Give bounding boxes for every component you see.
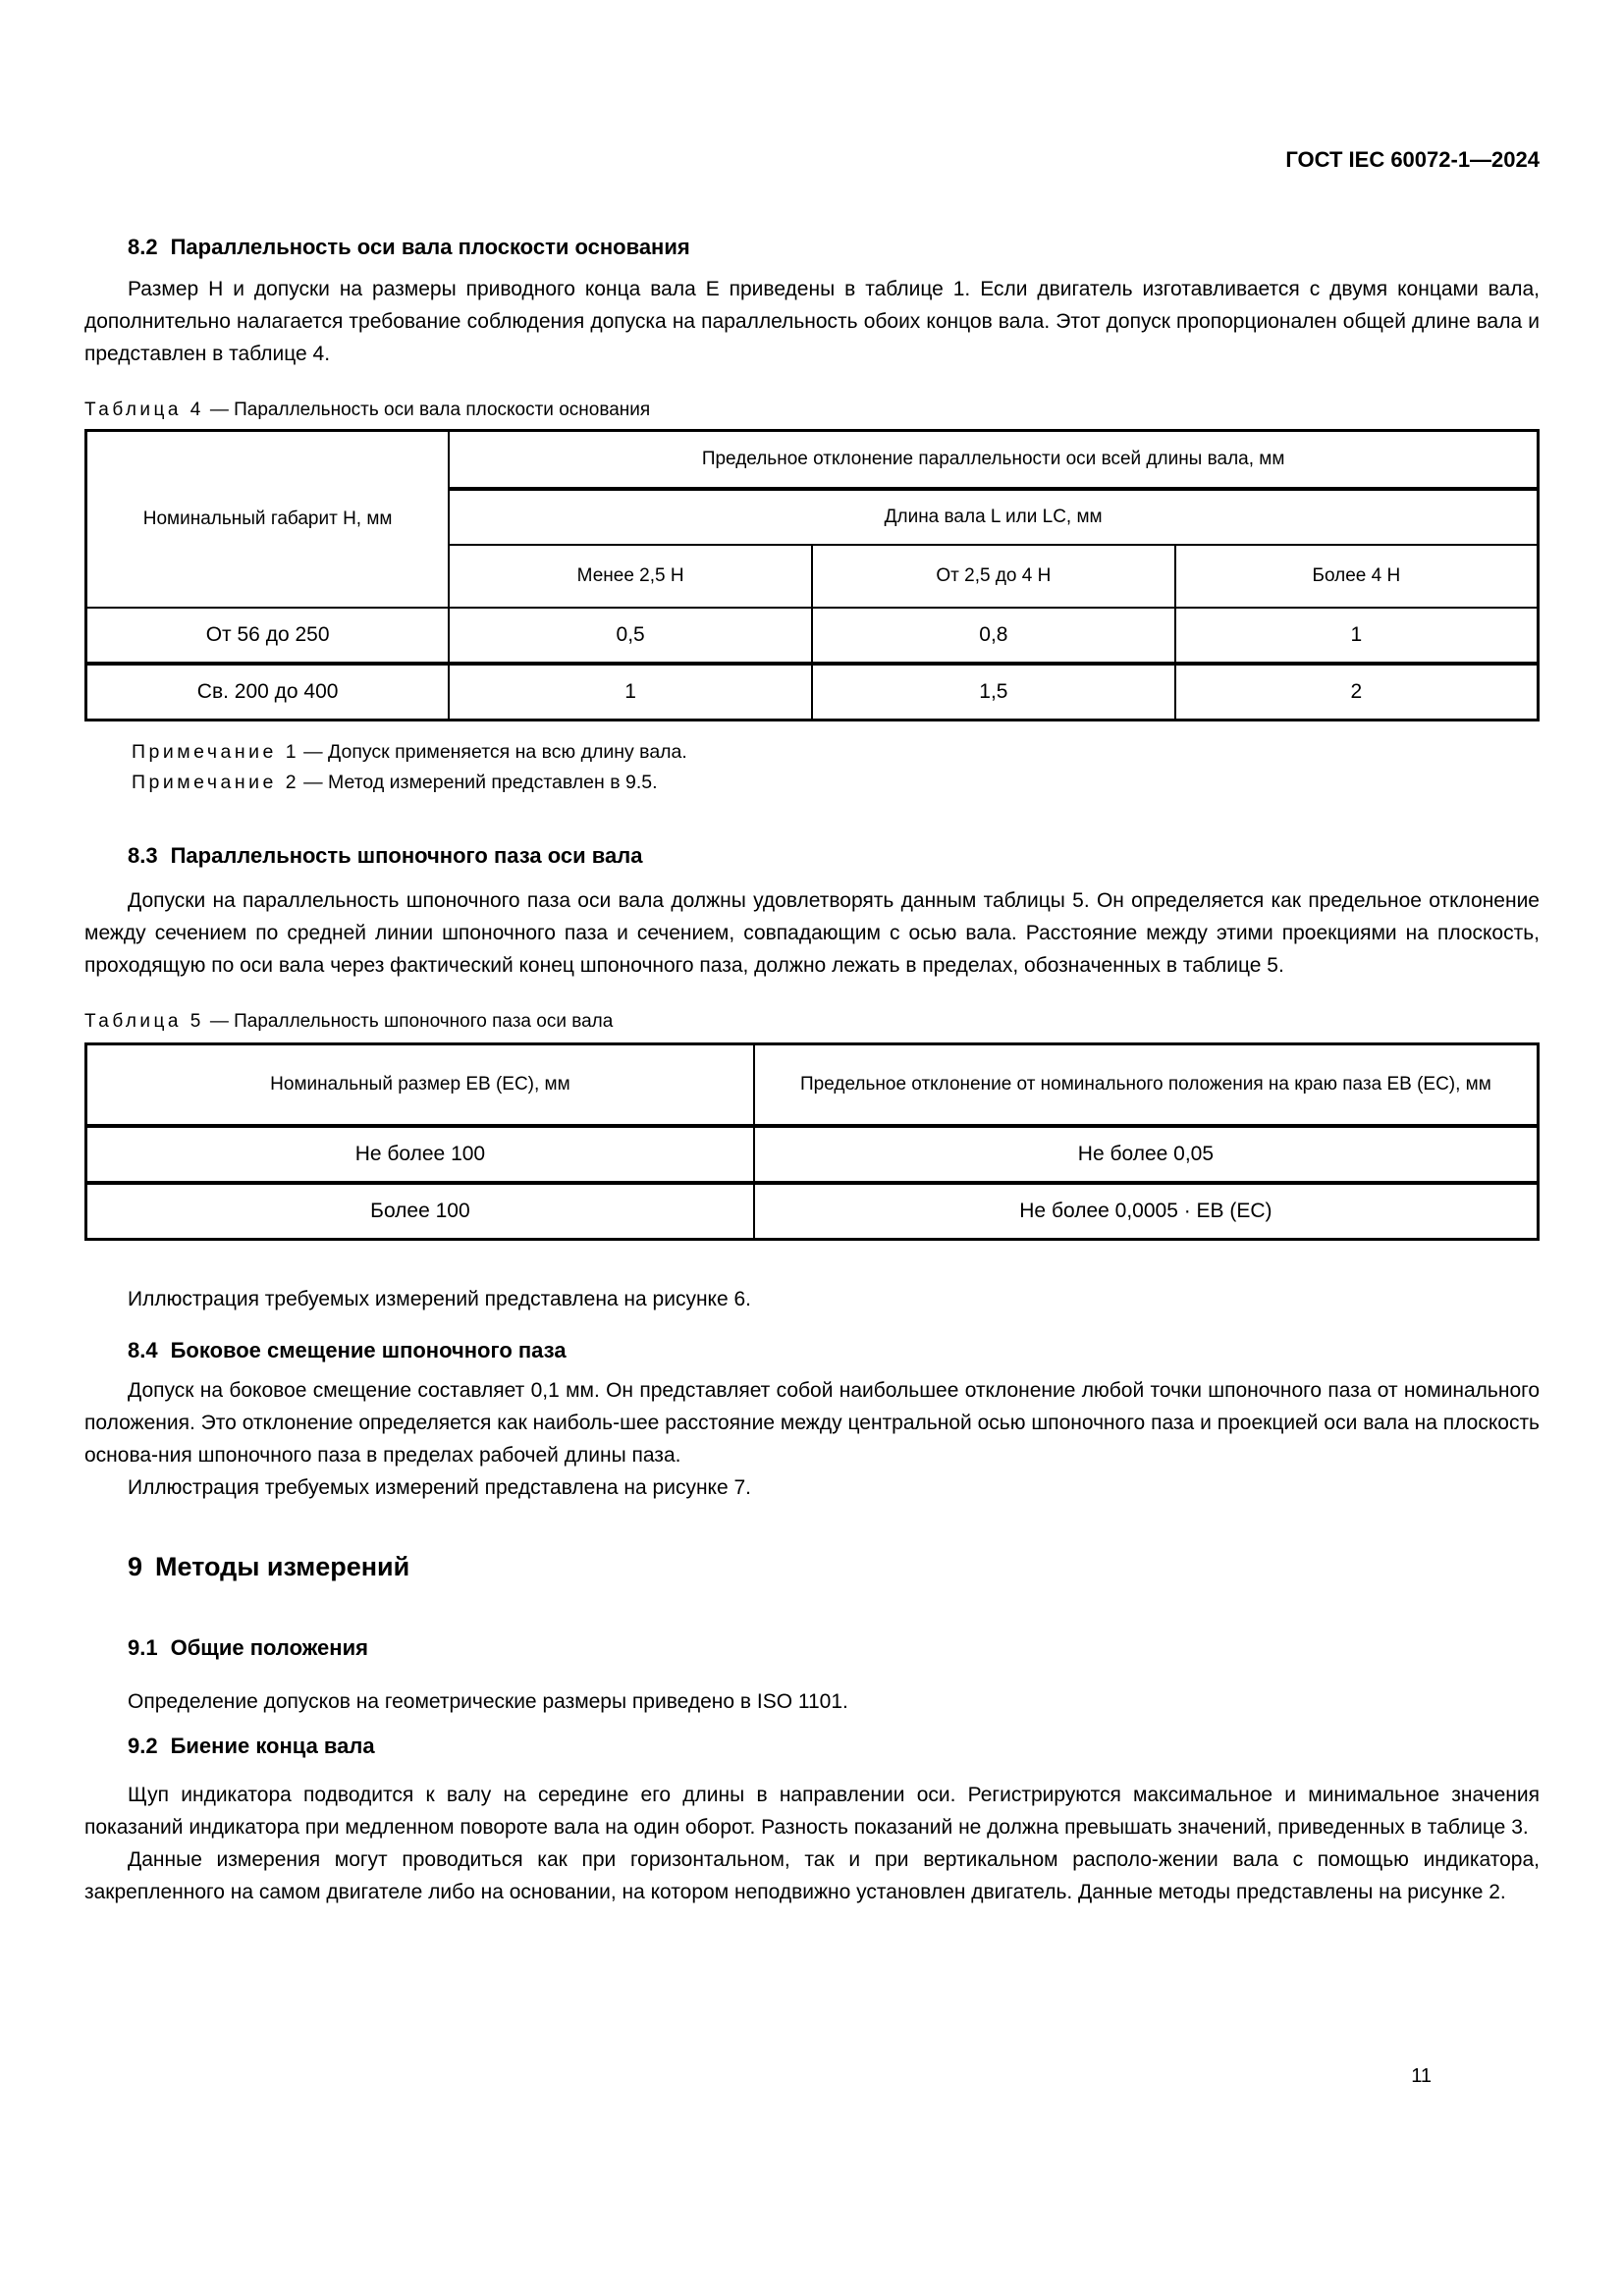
section-title: Общие положения [170,1635,368,1660]
table-row [86,608,1539,664]
section-9-2-heading [128,1733,1540,1760]
section-9-2-paragraph-2: Данные измерения могут проводиться как при горизонтальном, так и при вертикальном располо-жении вала с помощью индикатора, закрепленного на самом двигателе либо на основании, на котором неподвижно установлен двигатель. Данные методы представлены на рисунке 2. [84,1848,1540,1903]
note-line [84,768,1540,798]
section-title: Боковое смещение шпоночного паза [170,1338,567,1362]
table-4-span-header: Предельное отклонение параллельности оси всей длины вала, мм [449,431,1538,490]
table-cell: 1 [1175,608,1539,664]
page-number: 11 [1411,2065,1432,2087]
table-cell: Св. 200 до 400 [86,664,450,721]
section-number: 8.2 [128,235,158,259]
section-number: 9 [128,1552,143,1581]
table-row [86,431,1539,490]
section-title: Параллельность оси вала плоскости основания [170,235,690,259]
table-4-sub-header: От 2,5 до 4 Н [812,545,1175,608]
section-9-1-heading [128,1634,1540,1662]
section-number: 9.2 [128,1734,158,1758]
note-label: Примечание 2 [132,772,300,793]
section-number: 8.4 [128,1338,158,1362]
section-number: 8.3 [128,843,158,868]
table-cell: Более 100 [86,1183,754,1240]
section-9-2-paragraph: Щуп индикатора подводится к валу на середине его длины в направлении оси. Регистрируются максимальное и минимальное значения показаний индикатора при медленном повороте вала на один оборот. Разность показаний не должна превышать значений, приведенных в таблице 3. [84,1784,1540,1839]
section-title: Биение конца вала [170,1734,375,1758]
running-header: ГОСТ IEC 60072-1—2024 [1285,147,1540,172]
table-5 [84,1042,1540,1241]
section-8-2-paragraph: Размер Н и допуски на размеры приводного конца вала Е приведены в таблице 1. Если двигатель изготавливается с двумя концами вала, дополнительно налагается требование соблюдения допуска на параллельность обоих концов вала. Этот допуск пропорционален общей длине вала и представлен в таблице 4. [84,278,1540,365]
section-8-4-heading [128,1337,1540,1364]
table-cell: 1,5 [812,664,1175,721]
table-5-col1-header: Номинальный размер EB (EC), мм [86,1044,754,1127]
section-title: Методы измерений [155,1552,410,1581]
section-9-heading [128,1550,1540,1583]
table-4-caption [84,398,1540,423]
table-caption-label: Таблица 4 [84,400,204,420]
table-caption-label: Таблица 5 [84,1011,204,1032]
table-cell: 1 [449,664,812,721]
table-cell: 0,5 [449,608,812,664]
table-4-col1-header: Номинальный габарит Н, мм [86,431,450,609]
section-8-3-after-paragraph: Иллюстрация требуемых измерений представлена на рисунке 6. [128,1288,752,1310]
table-5-col2-header: Предельное отклонение от номинального положения на краю паза EB (EC), мм [754,1044,1539,1127]
table-cell: Не более 0,05 [754,1126,1539,1183]
note-label: Примечание 1 [132,741,300,763]
section-title: Параллельность шпоночного паза оси вала [170,843,643,868]
table-4 [84,429,1540,721]
section-8-3-heading [128,842,1540,870]
table-caption-text: — Параллельность оси вала плоскости основания [209,400,651,420]
table-row [86,1044,1539,1127]
table-cell: От 56 до 250 [86,608,450,664]
table-4-sub-header: Более 4 Н [1175,545,1539,608]
table-4-sub-header: Менее 2,5 Н [449,545,812,608]
table-5-caption [84,1009,1540,1035]
section-8-4-paragraph: Допуск на боковое смещение составляет 0,1 мм. Он представляет собой наибольшее отклонение любой точки шпоночного паза от номинального положения. Это отклонение определяется как наиболь-шее расстояние между центральной осью шпоночного паза и проекцией оси вала на плоскость основа-ния шпоночного паза в пределах рабочей длины паза. [84,1379,1540,1467]
table-4-notes [84,737,1540,798]
table-row [86,664,1539,721]
note-text: — Метод измерений представлен в 9.5. [303,772,658,793]
table-cell: 0,8 [812,608,1175,664]
note-line [84,737,1540,768]
section-8-2-heading [128,234,1540,261]
section-8-4-paragraph-2: Иллюстрация требуемых измерений представлена на рисунке 7. [128,1476,752,1499]
table-cell: 2 [1175,664,1539,721]
section-9-1-paragraph: Определение допусков на геометрические размеры приведено в ISO 1101. [128,1690,848,1713]
section-8-3-paragraph: Допуски на параллельность шпоночного паза оси вала должны удовлетворять данным таблицы 5. Он определяется как предельное отклонение между сечением по средней линии шпоночного паза и сечением, совпадающим с осью вала. Расстояние между этими проекциями на плоскость, проходящую по оси вала через фактический конец шпоночного паза, должно лежать в пределах, обозначенных в таблице 5. [84,889,1540,977]
note-text: — Допуск применяется на всю длину вала. [303,741,687,763]
table-caption-text: — Параллельность шпоночного паза оси вала [209,1011,614,1032]
table-cell: Не более 100 [86,1126,754,1183]
table-4-length-header: Длина вала L или LC, мм [449,489,1538,545]
table-row [86,1126,1539,1183]
table-row [86,1183,1539,1240]
table-cell: Не более 0,0005 · EB (EC) [754,1183,1539,1240]
section-number: 9.1 [128,1635,158,1660]
